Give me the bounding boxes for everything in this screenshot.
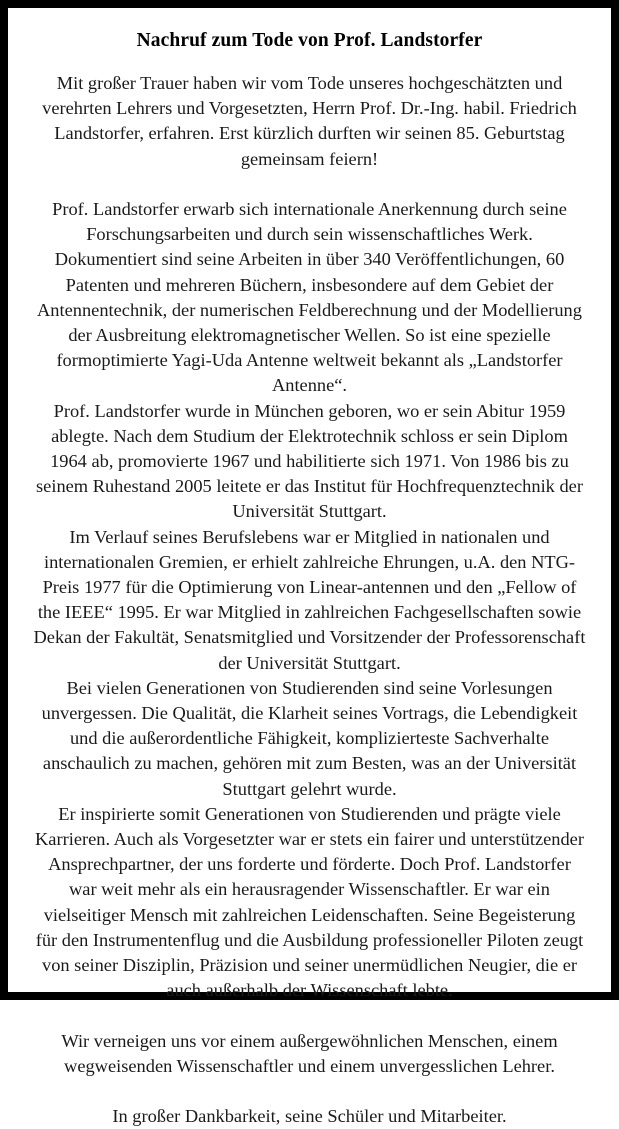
paragraph-signature: In großer Dankbarkeit, seine Schüler und Mitarbeiter. bbox=[112, 1106, 507, 1127]
paragraph-scientific-work: Prof. Landstorfer erwarb sich internationale Anerkennung durch seine Forschungsarbeiten und durch sein wissenschaftliches Werk. Dokumentiert sind seine Arbeiten in über 340 Veröffentlichungen, 60 Patenten und mehreren Büchern, insbesondere auf dem Gebiet der Antennentechnik, der numerischen Feldberechnung und der Modellierung der Ausbreitung elektromagnetischer Wellen. So ist eine spezielle formoptimierte Yagi-Uda Antenne weltweit bekannt als „Landstorfer Antenne“. bbox=[37, 199, 582, 396]
page-title: Nachruf zum Tode von Prof. Landstorfer bbox=[136, 30, 483, 51]
paragraph-tribute: Wir verneigen uns vor einem außergewöhnlichen Menschen, einem wegweisenden Wissenschaftler und einem unvergesslichen Lehrer. bbox=[61, 1030, 558, 1076]
paragraph-intro: Mit großer Trauer haben wir vom Tode unseres hochgeschätzten und verehrten Lehrers und Vorgesetzten, Herrn Prof. Dr.-Ing. habil. Friedrich Landstorfer, erfahren. Erst kürzlich durften wir seinen 85. Geburtstag gemeinsam feiern! bbox=[42, 73, 577, 169]
paragraph-teaching: Bei vielen Generationen von Studierenden sind seine Vorlesungen unvergessen. Die Qualität, die Klarheit seines Vortrags, die Lebendigkeit und die außerordentliche Fähigkeit, komplizierteste Sachverhalte anschaulich zu machen, gehören mit zum Besten, was an der Universität Stuttgart gelehrt wurde. bbox=[41, 677, 578, 799]
paragraph-personal: Er inspirierte somit Generationen von Studierenden und prägte viele Karrieren. Auch als Vorgesetzter war er stets ein fairer und unterstützender Ansprechpartner, der uns forderte und förderte. Doch Prof. Landstorfer war weit mehr als ein herausragender Wissenschaftler. Er war ein vielseitiger Mensch mit zahlreichen Leidenschaften. Seine Begeisterung für den Instrumentenflug und die Ausbildung professioneller Piloten zeugt von seiner Disziplin, Präzision und seiner unermüdlichen Neugier, die er auch außerhalb der Wissenschaft lebte. bbox=[35, 803, 584, 1001]
paragraph-biography: Prof. Landstorfer wurde in München geboren, wo er sein Abitur 1959 ablegte. Nach dem Studium der Elektrotechnik schloss er sein Diplom 1964 ab, promovierte 1967 und habilitierte sich 1971. Von 1986 bis zu seinem Ruhestand 2005 leitete er das Institut für Hochfrequenztechnik der Universität Stuttgart. bbox=[36, 400, 583, 522]
paragraph-honours: Im Verlauf seines Berufslebens war er Mitglied in nationalen und internationalen Gremien, er erhielt zahlreiche Ehrungen, u.A. den NTG-Preis 1977 für die Optimierung von Linear-antennen und den „Fellow of the IEEE“ 1995. Er war Mitglied in zahlreichen Fachgesellschaften sowie Dekan der Fakultät, Senatsmitglied und Vorsitzender der Professorenschaft der Universität Stuttgart. bbox=[33, 526, 586, 673]
notice-content bbox=[8, 8, 611, 1127]
